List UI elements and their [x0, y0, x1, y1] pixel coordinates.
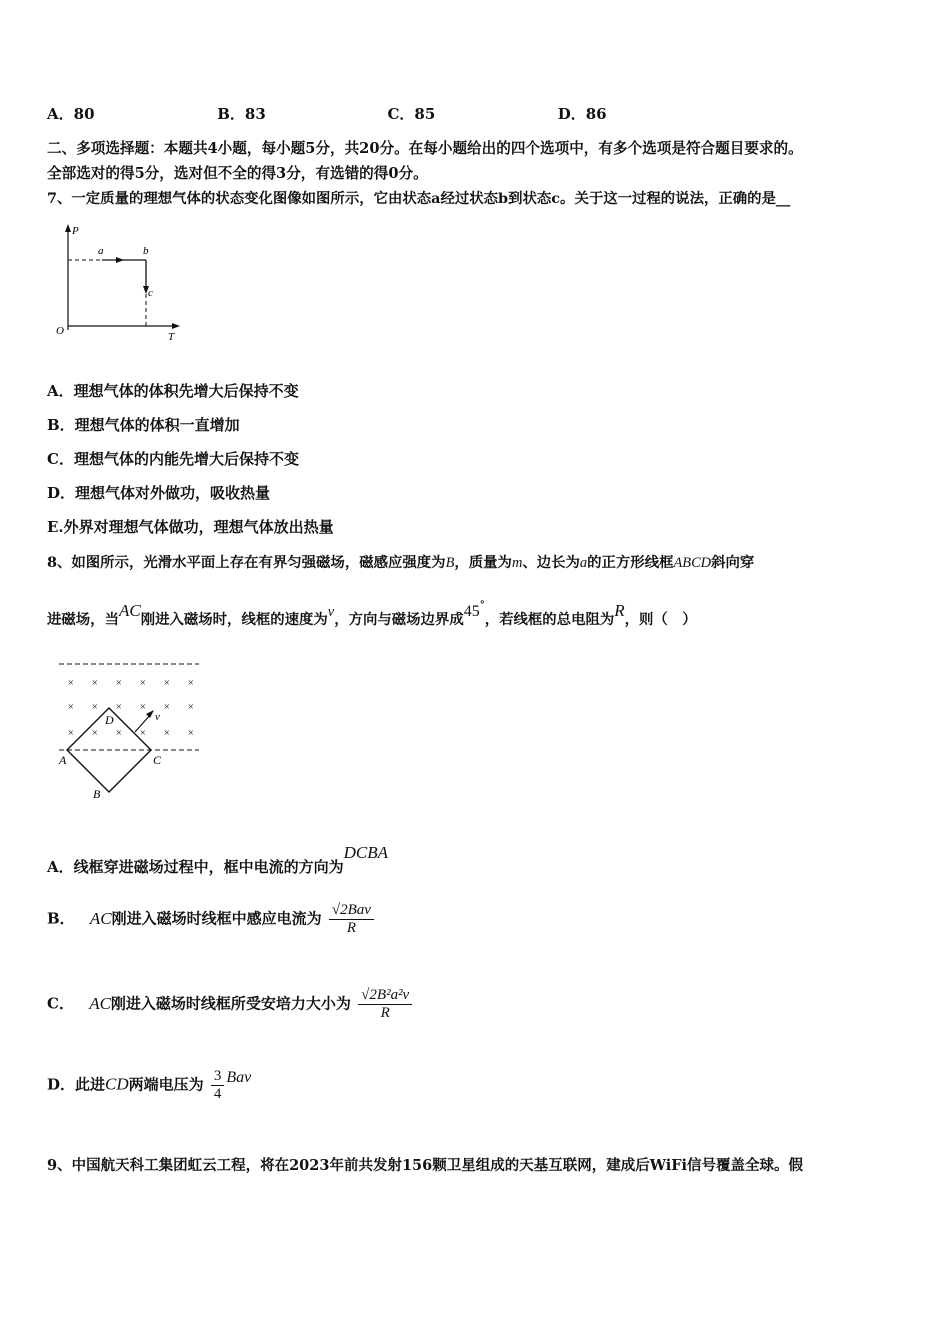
q7-option-c[interactable]: C．理想气体的内能先增大后保持不变 — [47, 450, 299, 468]
q8-option-c[interactable]: C． AC刚进入磁场时线框所受安培力大小为 $\frac{\text{√2B²a²v}}{R}$ — [47, 987, 414, 1022]
svg-text:×: × — [91, 677, 99, 689]
svg-text:×: × — [91, 727, 99, 739]
q8-option-b-fraction: $\frac{\text{√2Bav}}{R}$ — [329, 902, 374, 937]
svg-text:×: × — [67, 677, 75, 689]
section2-scoring: 全部选对的得5分，选对但不全的得3分，有选错的得0分。 — [47, 165, 428, 182]
q6-option-c[interactable]: C．85 — [387, 105, 436, 123]
q8-label-v: v — [155, 711, 160, 723]
svg-text:×: × — [187, 701, 195, 713]
q8-option-a[interactable]: A．线框穿进磁场过程中，框中电流的方向为DCBA — [47, 843, 389, 876]
q8-option-d-fraction: $\frac{3}{4}$ — [211, 1068, 225, 1103]
svg-text:×: × — [67, 701, 75, 713]
q8-stem-line2: 进磁场，当AC刚进入磁场时，线框的速度为v，方向与磁场边界成45°，若线框的总电阻为R，则（ ） — [47, 600, 697, 628]
svg-text:×: × — [139, 677, 147, 689]
q8-stem-line1: 8、如图所示，光滑水平面上存在有界匀强磁场，磁感应强度为B，质量为m、边长为a的正方形线框ABCD斜向穿 — [47, 554, 755, 571]
q7-point-b: b — [143, 245, 149, 257]
svg-text:×: × — [187, 727, 195, 739]
q6-option-a[interactable]: A．80 — [47, 105, 95, 123]
q7-axis-t: T — [168, 331, 175, 342]
q6-options — [47, 103, 607, 124]
q7-option-e[interactable]: E.外界对理想气体做功，理想气体放出热量 — [47, 518, 334, 536]
svg-text:×: × — [139, 701, 147, 713]
q8-option-c-fraction: $\frac{\text{√2B²a²v}}{R}$ — [358, 987, 412, 1022]
q7-option-a[interactable]: A．理想气体的体积先增大后保持不变 — [47, 382, 299, 400]
q8-option-b[interactable]: B． AC刚进入磁场时线框中感应电流为 $\frac{\text{√2Bav}}{R}$ — [47, 902, 376, 937]
q7-stem: 7、一定质量的理想气体的状态变化图像如图所示，它由状态a经过状态b到状态c。关于这一过程的说法，正确的是__ — [47, 190, 791, 207]
q7-option-d[interactable]: D．理想气体对外做功，吸收热量 — [47, 484, 271, 502]
q8-magnetic-field-figure — [55, 658, 205, 803]
section2-title: 二、多项选择题：本题共4小题，每小题5分，共20分。在每小题给出的四个选项中，有多个选项是符合题目要求的。 — [47, 140, 803, 157]
q6-option-d[interactable]: D．86 — [557, 105, 607, 123]
q7-axis-p: P — [72, 225, 79, 237]
svg-text:×: × — [163, 727, 171, 739]
q8-label-a: A — [59, 753, 67, 767]
q8-label-d: D — [105, 713, 114, 727]
svg-text:×: × — [139, 727, 147, 739]
q8-label-c: C — [153, 753, 162, 767]
svg-text:×: × — [91, 701, 99, 713]
q7-point-a: a — [98, 245, 104, 257]
svg-text:×: × — [67, 727, 75, 739]
q7-pt-graph — [52, 222, 192, 342]
svg-text:×: × — [115, 727, 123, 739]
q8-option-d[interactable]: D．此进CD两端电压为 $\frac{3}{4}$ Bav — [47, 1068, 252, 1102]
q8-label-b: B — [93, 787, 101, 801]
q9-stem: 9、中国航天科工集团虹云工程，将在2023年前共发射156颗卫星组成的天基互联网，建成后WiFi信号覆盖全球。假 — [47, 1157, 804, 1174]
svg-text:×: × — [163, 701, 171, 713]
svg-text:×: × — [163, 677, 171, 689]
svg-text:×: × — [187, 677, 195, 689]
svg-text:×: × — [115, 677, 123, 689]
q7-origin: O — [56, 325, 64, 337]
q7-option-b[interactable]: B．理想气体的体积一直增加 — [47, 416, 240, 434]
svg-text:×: × — [115, 701, 123, 713]
q7-point-c: c — [148, 287, 153, 299]
q6-option-b[interactable]: B．83 — [217, 105, 266, 123]
